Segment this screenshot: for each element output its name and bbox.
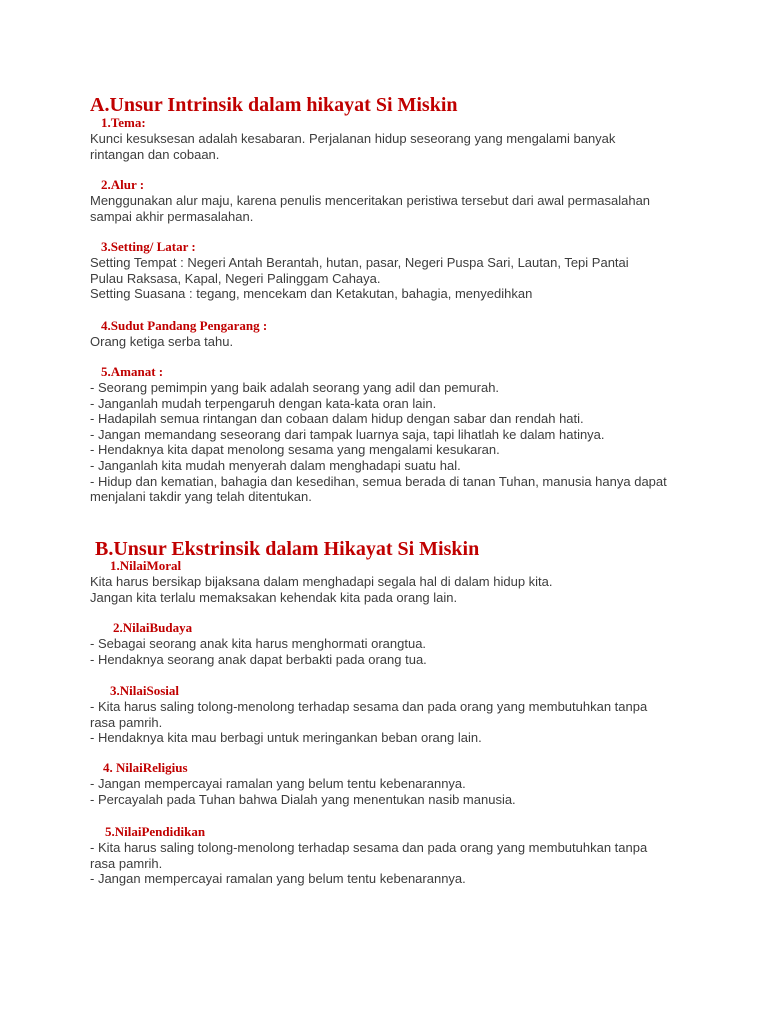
text-line: - Hidup dan kematian, bahagia dan kesedihan, semua berada di tanan Tuhan, manusia hanya dapat: [90, 473, 667, 489]
section-b-title: B.Unsur Ekstrinsik dalam Hikayat Si Miskin: [95, 538, 480, 560]
amanat-text: [90, 380, 690, 505]
text-line: - Sebagai seorang anak kita harus menghormati orangtua.: [90, 636, 427, 651]
nilai-moral-heading: 1.NilaiMoral: [110, 558, 182, 573]
sudut-pandang-text: [90, 334, 690, 350]
text-line: Pulau Raksasa, Kapal, Negeri Palinggam Cahaya.: [90, 270, 381, 286]
text-line: - Seorang pemimpin yang baik adalah seorang yang adil dan pemurah.: [90, 380, 500, 395]
text-line: Jangan kita terlalu memaksakan kehendak kita pada orang lain.: [90, 589, 458, 605]
text-line: - Kita harus saling tolong-menolong terhadap sesama dan pada orang yang membutuhkan tanpa: [90, 840, 648, 855]
text-line: menjalani takdir yang telah ditentukan.: [90, 489, 312, 505]
text-line: sampai akhir permasalahan.: [90, 208, 254, 224]
text-line: - Kita harus saling tolong-menolong terhadap sesama dan pada orang yang membutuhkan tanpa: [90, 699, 648, 714]
text-line: rasa pamrih.: [90, 714, 163, 730]
text-line: Kunci kesuksesan adalah kesabaran. Perjalanan hidup seseorang yang mengalami banyak: [90, 131, 616, 146]
nilai-sosial-heading: 3.NilaiSosial: [110, 683, 179, 698]
nilai-budaya-text: [90, 636, 690, 667]
nilai-pendidikan-text: [90, 840, 690, 887]
section-a-title: A.Unsur Intrinsik dalam hikayat Si Miskin: [90, 94, 458, 116]
nilai-moral-text: [90, 574, 690, 605]
setting-text: [90, 255, 690, 302]
amanat-heading: 5.Amanat :: [101, 364, 164, 379]
text-line: - Janganlah kita mudah menyerah dalam menghadapi suatu hal.: [90, 457, 461, 473]
nilai-sosial-text: [90, 699, 690, 746]
text-line: Orang ketiga serba tahu.: [90, 334, 234, 349]
sudut-pandang-heading: 4.Sudut Pandang Pengarang :: [101, 318, 268, 333]
text-line: rintangan dan cobaan.: [90, 146, 220, 162]
text-line: - Percayalah pada Tuhan bahwa Dialah yang menentukan nasib manusia.: [90, 791, 516, 807]
text-line: - Janganlah mudah terpengaruh dengan kata-kata oran lain.: [90, 395, 437, 411]
text-line: - Hendaknya kita dapat menolong sesama yang mengalami kesukaran.: [90, 442, 500, 458]
nilai-budaya-heading: 2.NilaiBudaya: [113, 620, 193, 635]
text-line: - Hendaknya kita mau berbagi untuk meringankan beban orang lain.: [90, 730, 482, 746]
tema-heading: 1.Tema:: [101, 115, 146, 130]
alur-text: [90, 193, 690, 224]
text-line: Setting Suasana : tegang, mencekam dan Ketakutan, bahagia, menyedihkan: [90, 286, 533, 302]
text-line: Setting Tempat : Negeri Antah Berantah, hutan, pasar, Negeri Puspa Sari, Lautan, Tepi Pantai: [90, 255, 629, 270]
text-line: - Hadapilah semua rintangan dan cobaan dalam hidup dengan sabar dan rendah hati.: [90, 411, 584, 427]
text-line: Menggunakan alur maju, karena penulis menceritakan peristiwa tersebut dari awal permasalahan: [90, 193, 651, 208]
setting-heading: 3.Setting/ Latar :: [101, 239, 196, 254]
nilai-pendidikan-heading: 5.NilaiPendidikan: [105, 824, 206, 839]
text-line: - Jangan memandang seseorang dari tampak luarnya saja, tapi lihatlah ke dalam hatinya.: [90, 426, 605, 442]
alur-heading: 2.Alur :: [101, 177, 145, 192]
nilai-religius-heading: 4. NilaiReligius: [103, 760, 188, 775]
text-line: rasa pamrih.: [90, 855, 163, 871]
text-line: - Jangan mempercayai ramalan yang belum tentu kebenarannya.: [90, 871, 466, 887]
text-line: Kita harus bersikap bijaksana dalam menghadapi segala hal di dalam hidup kita.: [90, 574, 553, 589]
tema-text: [90, 131, 690, 162]
text-line: - Hendaknya seorang anak dapat berbakti pada orang tua.: [90, 651, 427, 667]
text-line: - Jangan mempercayai ramalan yang belum tentu kebenarannya.: [90, 776, 466, 791]
nilai-religius-text: [90, 776, 690, 807]
